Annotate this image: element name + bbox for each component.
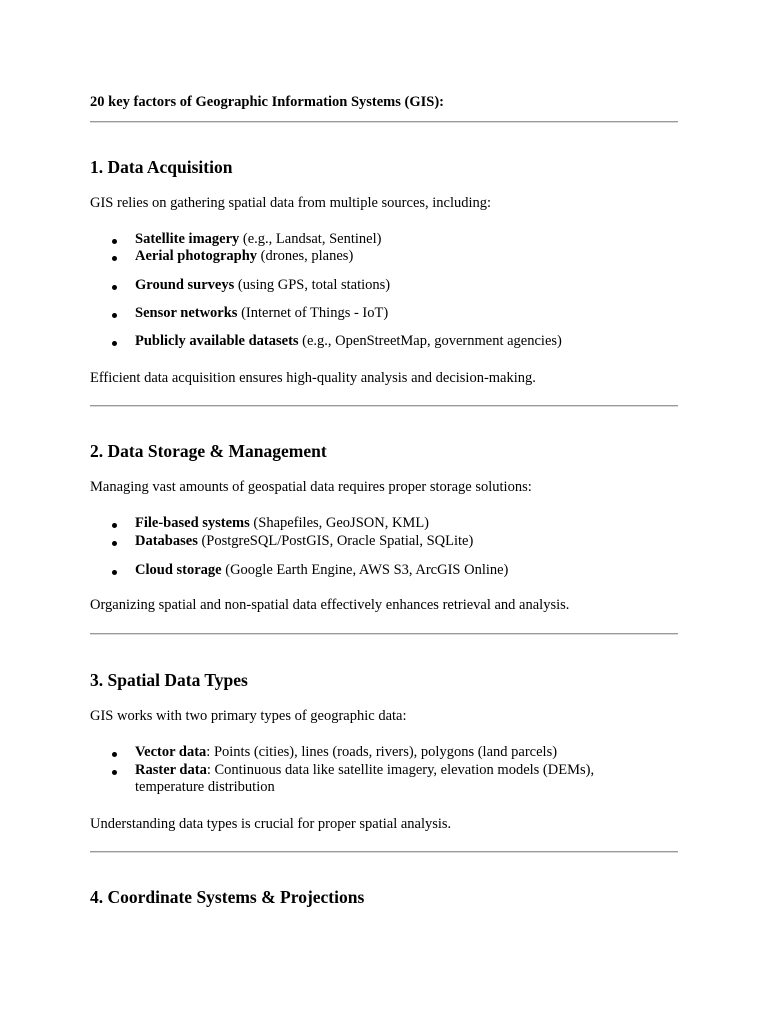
bullet-icon: [112, 313, 117, 318]
section-lead: GIS relies on gathering spatial data from multiple sources, including:: [90, 195, 492, 211]
section-heading: 1. Data Acquisition: [90, 157, 233, 177]
section-closing: Understanding data types is crucial for proper spatial analysis.: [90, 816, 452, 832]
horizontal-rule: [90, 851, 678, 853]
section-closing: Organizing spatial and non-spatial data effectively enhances retrieval and analysis.: [90, 597, 570, 613]
bullet-icon: [112, 570, 117, 575]
horizontal-rule: [90, 405, 678, 407]
list-item: Publicly available datasets (e.g., OpenStreetMap, government agencies): [135, 333, 562, 349]
list-item: Ground surveys (using GPS, total stations): [135, 277, 391, 293]
bullet-icon: [112, 285, 117, 290]
section-closing: Efficient data acquisition ensures high-quality analysis and decision-making.: [90, 370, 536, 386]
bullet-icon: [112, 341, 117, 346]
section-lead: GIS works with two primary types of geographic data:: [90, 708, 407, 724]
horizontal-rule: [90, 633, 678, 635]
list-item: File-based systems (Shapefiles, GeoJSON, KML): [135, 515, 430, 531]
document-intro: 20 key factors of Geographic Information Systems (GIS):: [90, 94, 445, 110]
bullet-icon: [112, 256, 117, 261]
section-heading: 2. Data Storage & Management: [90, 441, 327, 461]
horizontal-rule: [90, 121, 678, 123]
list-item: Databases (PostgreSQL/PostGIS, Oracle Spatial, SQLite): [135, 533, 474, 549]
list-item: Raster data: Continuous data like satellite imagery, elevation models (DEMs),: [135, 762, 595, 778]
list-item: Vector data: Points (cities), lines (roads, rivers), polygons (land parcels): [135, 744, 558, 760]
section-heading: 4. Coordinate Systems & Projections: [90, 887, 365, 907]
bullet-icon: [112, 752, 117, 757]
list-item: Satellite imagery (e.g., Landsat, Sentinel): [135, 231, 382, 247]
list-item: Cloud storage (Google Earth Engine, AWS S3, ArcGIS Online): [135, 562, 509, 578]
section-lead: Managing vast amounts of geospatial data requires proper storage solutions:: [90, 479, 532, 495]
bullet-icon: [112, 523, 117, 528]
list-item: Aerial photography (drones, planes): [135, 248, 354, 264]
bullet-icon: [112, 541, 117, 546]
bullet-icon: [112, 770, 117, 775]
bullet-icon: [112, 239, 117, 244]
section-heading: 3. Spatial Data Types: [90, 670, 248, 690]
list-item-continuation: temperature distribution: [135, 779, 275, 795]
list-item: Sensor networks (Internet of Things - IoT): [135, 305, 389, 321]
